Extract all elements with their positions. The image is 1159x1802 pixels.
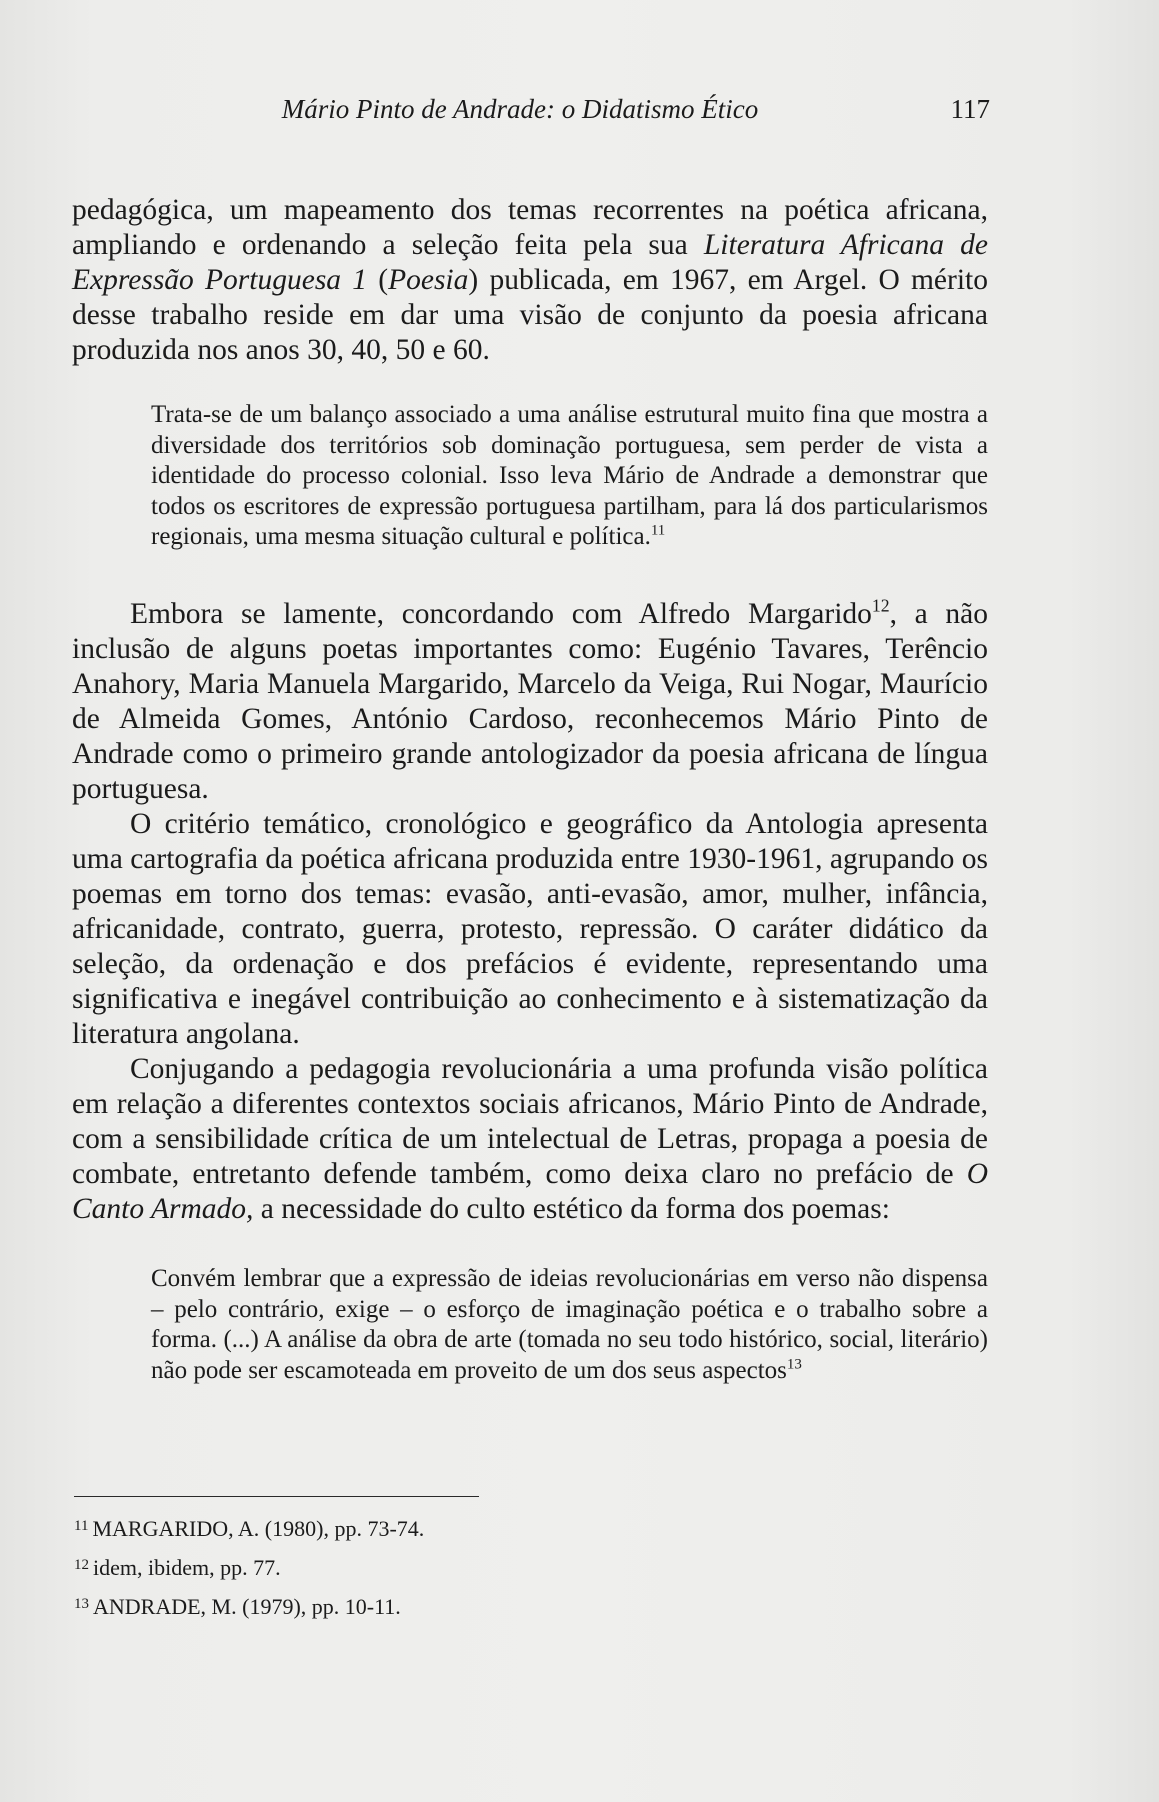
paragraph-1-text-a: pedagógica, um mapeamento dos temas recorrentes na poética africana, ampliando e ordenando a seleção feita pela sua [72, 194, 988, 261]
running-head [0, 92, 1159, 128]
paragraph-4 [72, 1052, 988, 1227]
footnote-number: 13 [74, 1596, 89, 1612]
block-quote-1 [151, 400, 988, 553]
footnotes [74, 1508, 774, 1625]
footnote-number: 12 [74, 1557, 89, 1573]
footnote-13 [74, 1586, 774, 1625]
paragraph-4-text-a: Conjugando a pedagogia revolucionária a uma profunda visão política em relação a diferentes contextos sociais africanos, Mário Pinto de Andrade, com a sensibilidade crítica de um intelectual de Letras, propaga a poesia de combate, entretanto defende também, como deixa claro no prefácio de [72, 1053, 988, 1190]
book-title-o-canto-armado: O Canto Armado, [72, 1158, 988, 1225]
paragraph-1-text-c: ) publicada, em 1967, em Argel. O mérito desse trabalho reside em dar uma visão de conjunto da poesia africana produzida nos anos 30, 40, 50 e 60. [72, 264, 988, 366]
footnote-12 [74, 1547, 774, 1586]
block-quote-1-text: Trata-se de um balanço associado a uma análise estrutural muito fina que mostra a diversidade dos territórios sob dominação portuguesa, sem perder de vista a identidade do processo colonial. Isso leva Mário de Andrade a demonstrar que todos os escritores de expressão portuguesa partilham, para lá dos particularismos regionais, uma mesma situação cultural e política. [151, 401, 988, 550]
block-quote-2-text: Convém lembrar que a expressão de ideias revolucionárias em verso não dispensa – pelo contrário, exige – o esforço de imaginação poética e o trabalho sobre a forma. (...) A análise da obra de arte (tomada no seu todo histórico, social, literário) não pode ser escamoteada em proveito de um dos seus aspectos [151, 1265, 988, 1384]
page-number: 117 [950, 94, 990, 124]
paragraph-4-text-b: a necessidade do culto estético da forma dos poemas: [253, 1193, 890, 1225]
footnote-11 [74, 1508, 774, 1547]
footnote-number: 11 [74, 1518, 89, 1534]
running-title: Mário Pinto de Andrade: o Didatismo Ético [281, 94, 759, 124]
book-title-literatura-africana: Literatura Africana de Expressão Portuguesa 1 [72, 229, 988, 296]
footnote-text: MARGARIDO, A. (1980), pp. 73-74. [92, 1516, 425, 1541]
paragraph-2 [72, 597, 988, 807]
block-quote-2 [151, 1264, 988, 1386]
paragraph-3: O critério temático, cronológico e geográfico da Antologia apresenta uma cartografia da poética africana produzida entre 1930-1961, agrupando os poemas em torno dos temas: evasão, anti-evasão, amor, mulher, infância, africanidade, contrato, guerra, protesto, repressão. O caráter didático da seleção, da ordenação e dos prefácios é evidente, representando uma significativa e inegável contribuição ao conhecimento e à sistematização da literatura angolana. [72, 808, 988, 1050]
paragraph-2-text-b: , a não inclusão de alguns poetas importantes como: Eugénio Tavares, Terêncio Anahory, Maria Manuela Margarido, Marcelo da Veiga, Rui Nogar, Maurício de Almeida Gomes, António Cardoso, reconhecemos Mário Pinto de Andrade como o primeiro grande antologizador da poesia africana de língua portuguesa. [72, 598, 988, 805]
paragraph-1 [72, 193, 988, 368]
footnote-ref-11: 11 [650, 522, 666, 539]
footnote-ref-12: 12 [871, 595, 890, 616]
footnote-divider [74, 1496, 479, 1497]
paragraph-1-text-b: ( [367, 264, 389, 296]
footnote-text: idem, ibidem, pp. 77. [93, 1555, 281, 1580]
paragraph-2-text-a: Embora se lamente, concordando com Alfredo Margarido [130, 598, 872, 630]
footnote-text: ANDRADE, M. (1979), pp. 10-11. [93, 1594, 401, 1619]
footnote-ref-13: 13 [786, 1355, 802, 1372]
book-subtitle-poesia: Poesia [388, 264, 469, 296]
